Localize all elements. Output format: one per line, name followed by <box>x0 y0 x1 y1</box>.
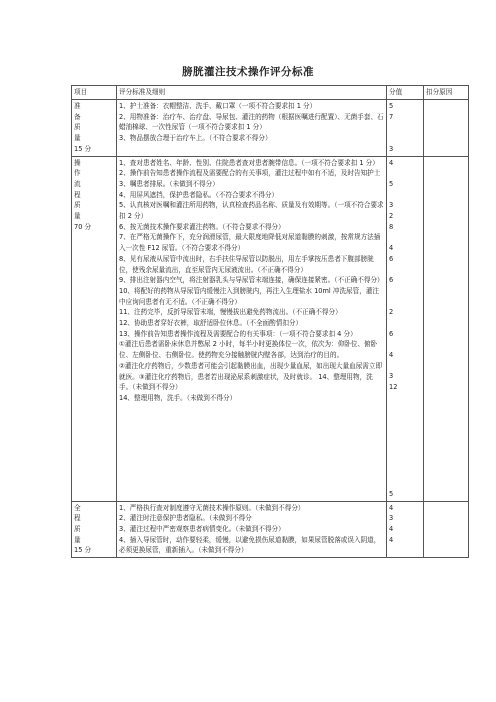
score-value: 3 <box>389 201 394 210</box>
section-row-procedure <box>72 156 469 501</box>
criteria-item: 9、排出注射器内空气，将注射器乳头与导尿管末端连接，确保连接紧密。（不正确不得分） <box>119 276 384 285</box>
section-row-overall <box>72 501 469 558</box>
score-value <box>389 286 421 297</box>
criteria-item: 1、查对患者姓名、年龄、性别、住院患者查对患者腕带信息。（一项不符合要求扣 1 分） <box>119 158 379 167</box>
criteria-cell <box>117 100 387 157</box>
score-value <box>389 122 421 133</box>
criteria-item: 4、用屏风遮挡，保护患者隐私。（不符合要求不得分） <box>119 190 279 199</box>
category-cell: 准 备 质 量 15 分 <box>72 100 117 157</box>
score-value <box>389 296 421 307</box>
score-value: 4 <box>389 244 394 253</box>
section-row-preparation <box>72 100 469 157</box>
score-cell <box>387 100 424 157</box>
score-value <box>389 457 421 468</box>
criteria-item: 2、用物准备：治疗车、治疗盘、导尿包、灌注的药物（根据医嘱进行配置）、无菌手套、石蜡油棉球、一次性尿管（一项不符合要求扣 1 分） <box>119 112 384 132</box>
score-value <box>389 478 421 489</box>
score-value: 4 <box>389 158 394 167</box>
criteria-item: 14、整理用物，洗手。（未做到不得分） <box>119 393 237 402</box>
criteria-item: 2、操作前告知患者操作流程及需要配合的有关事项，灌注过程中如有不适，及时告知护士 <box>119 169 381 178</box>
deduct-cell <box>424 100 469 157</box>
criteria-cell <box>117 501 387 558</box>
score-value: 6 <box>389 254 394 263</box>
score-value: 4 <box>389 535 394 544</box>
score-value: 6 <box>389 329 394 338</box>
deduct-cell <box>424 501 469 558</box>
score-value: 3 <box>389 372 394 381</box>
score-value: 5 <box>389 489 394 498</box>
score-value: 5 <box>389 179 394 188</box>
score-value <box>389 361 421 372</box>
score-value <box>389 446 421 457</box>
criteria-cell <box>117 156 387 501</box>
criteria-item: ①灌注后患者需卧床休息并憋尿 2 小时，每半小时更换体位一次，依次为：仰卧位、俯卧位、左侧卧位、右侧卧位。使药物充分接触膀胱内壁各部，达到治疗的目的。 <box>119 340 378 360</box>
score-value <box>389 133 421 144</box>
criteria-item: 3、物品摆放合理于治疗车上。（不符合要求不得分） <box>119 134 272 143</box>
table-header-row <box>72 86 469 100</box>
score-cell <box>387 156 424 501</box>
score-value: 6 <box>389 276 394 285</box>
score-value: 8 <box>389 222 394 231</box>
score-value <box>389 318 421 329</box>
criteria-item: 12、协助患者穿好衣裤，取舒适卧位休息。（不全面酌情扣分） <box>119 319 303 328</box>
score-value: 7 <box>389 112 394 121</box>
header-score: 分值 <box>387 86 424 100</box>
score-value: 3 <box>389 514 394 523</box>
criteria-item: 7、在严格无菌操作下，充分润滑尿管，最大限度地降低对尿道黏膜的刺激，按常规方法插入一次性 F12 尿管。（不符合要求不得分） <box>119 233 381 253</box>
score-value: 2 <box>389 308 394 317</box>
deduct-cell <box>424 156 469 501</box>
criteria-item: 4、插入导尿管时，动作要轻柔，缓慢，以避免损伤尿道黏膜，如果尿管脱落或误入阴道，必须更换尿管，重新插入。（未做到不得分） <box>119 535 381 555</box>
score-value <box>389 232 421 243</box>
header-item: 项目 <box>72 86 117 100</box>
page-title: 膀胱灌注技术操作评分标准 <box>182 66 314 78</box>
score-value <box>389 190 421 201</box>
score-value: 4 <box>389 503 394 512</box>
criteria-item: ②灌注化疗药物后，少数患者可能会引起黏膜出血，出现少量血尿，如出现大量血尿需立即就医。③灌注化疗药物后，患者若出现泌尿系刺激症状，及时就诊。 14、整理用物，洗手。（未做到不得分） <box>119 361 383 392</box>
score-value <box>389 425 421 436</box>
score-value <box>389 414 421 425</box>
scoring-table <box>71 85 469 558</box>
criteria-item: 10、将配好的药物从导尿管内缓慢注入到膀胱内，再注入生理盐水 10ml 冲洗尿管，灌注中应询问患者有无不适。（不正确不得分） <box>119 286 380 306</box>
criteria-item: 8、见有尿液从尿管中流出时，右手扶住导尿管以防脱出，用左手掌按压患者下腹部膀胱位，使残余尿量流出，直至尿管内无尿液流出。（不正确不得分） <box>119 254 374 274</box>
score-value <box>389 403 421 414</box>
score-value: 12 <box>389 382 398 391</box>
criteria-item: 11、注药完毕，反折导尿管末端，慢慢拔出避免药物流出。（不正确不得分） <box>119 308 342 317</box>
score-value <box>389 339 421 350</box>
criteria-item: 1、严格执行查对制度遵守无菌技术操作原则。（未做到不得分） <box>119 503 305 512</box>
criteria-item: 2、灌注时注意保护患者隐私。（未做到不得分 <box>119 514 252 523</box>
score-value: 3 <box>389 144 394 153</box>
score-value: 4 <box>389 524 394 533</box>
criteria-item: 1、护士准备：衣帽整洁、洗手、戴口罩（一项不符合要求扣 1 分） <box>119 102 317 110</box>
score-value <box>389 264 421 275</box>
score-value <box>389 168 421 179</box>
score-value: 2 <box>389 211 394 220</box>
score-value <box>389 435 421 446</box>
score-value: 4 <box>389 350 394 359</box>
score-value <box>389 467 421 478</box>
score-value <box>389 393 421 404</box>
criteria-item: 3、嘱患者排尿。（未做到不得分） <box>119 179 219 188</box>
score-cell <box>387 501 424 558</box>
criteria-item: 5、认真核对医嘱和灌注所用药物，认真检查药品名称、质量及有效期等。（一项不符合要求扣 2 分） <box>119 201 384 221</box>
category-cell: 全 程 质 量 15 分 <box>72 501 117 558</box>
criteria-item: 6、按无菌技术操作要求灌注药物。（不符合要求不得分） <box>119 222 285 231</box>
header-criteria: 评分标准及细则 <box>117 86 387 100</box>
criteria-item: 3、灌注过程中严密观察患者病情变化。（未做到不得分） <box>119 524 285 533</box>
category-cell: 操 作 流 程 质 量 70 分 <box>72 156 117 501</box>
header-deduct: 扣分原因 <box>424 86 469 100</box>
criteria-item: 13、操作前告知患者操作流程及需要配合的有关事项：（一项不符合要求扣 4 分） <box>119 329 357 338</box>
score-value: 5 <box>389 102 394 110</box>
